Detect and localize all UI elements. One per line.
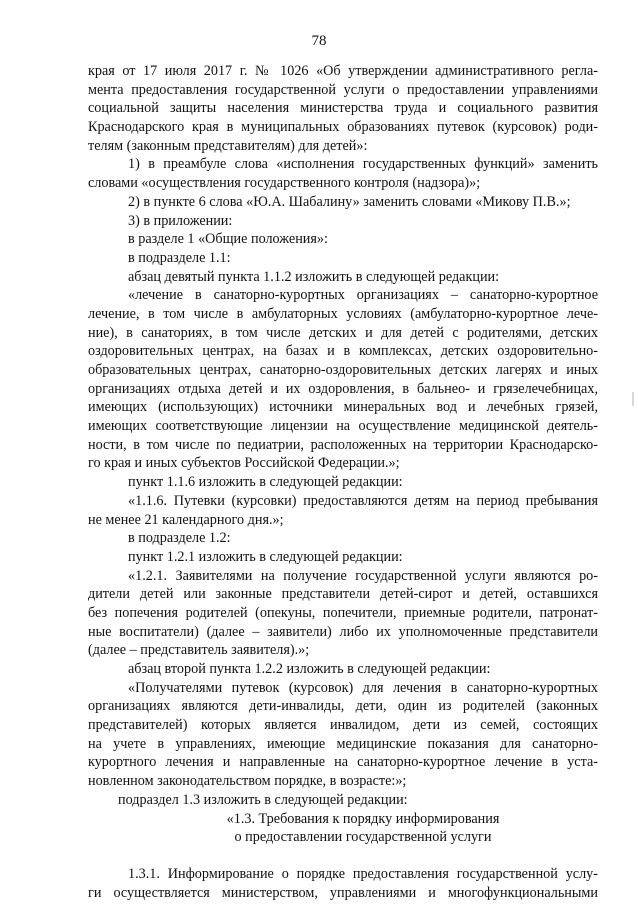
text-line: курортного лечения и направленные на санаторно-курортное лечение в уста- bbox=[88, 754, 598, 771]
text-line: подраздел 1.3 изложить в следующей редакции: bbox=[118, 791, 408, 808]
text-line: имеющих (использующих) источники минеральных вод и лечебных грязей, bbox=[88, 399, 598, 416]
text-line: ности, в том числе по педиатрии, расположенных на территории Краснодарско- bbox=[88, 436, 598, 453]
text-line: в подразделе 1.2: bbox=[128, 530, 231, 547]
text-line: без попечения родителей (опекуны, попечители, приемные родители, патронат- bbox=[88, 604, 598, 621]
text-line: мента предоставления государственной услуги о предоставлении управлениями bbox=[88, 81, 598, 98]
page-number: 78 bbox=[311, 33, 327, 49]
section-heading: о предоставлении государственной услуги bbox=[234, 829, 492, 846]
text-line: не менее 21 календарного дня.»; bbox=[88, 511, 284, 528]
text-line: образовательных центрах, санаторно-оздоровительных детских лагерях и иных bbox=[88, 362, 598, 378]
text-line: 2) в пункте 6 слова «Ю.А. Шабалину» заменить словами «Микову П.В.»; bbox=[128, 193, 571, 210]
text-line: телям (законным представителям) для детей»: bbox=[88, 137, 368, 154]
text-line: дители детей или законные представители детей-сирот и детей, оставшихся bbox=[88, 586, 598, 603]
text-line: «1.2.1. Заявителями на получение государственной услуги являются ро- bbox=[128, 567, 598, 584]
text-line: ные воспитатели) (далее – заявители) либо их уполномоченные представители bbox=[88, 623, 598, 640]
text-line: края от 17 июля 2017 г. № 1026 «Об утверждении административного регла- bbox=[88, 63, 598, 79]
text-line: «Получателями путевок (курсовок) для лечения в санаторно-курортных bbox=[128, 679, 598, 696]
text-line: социальной защиты населения министерства труда и социального развития bbox=[88, 100, 598, 117]
spacer bbox=[88, 847, 598, 865]
text-line: абзац второй пункта 1.2.2 изложить в следующей редакции: bbox=[128, 661, 491, 677]
text-line: пункт 1.2.1 изложить в следующей редакции: bbox=[128, 548, 403, 565]
text-line: словами «осуществления государственного контроля (надзора)»; bbox=[88, 175, 481, 192]
text-line: организациях отдыха детей и их оздоровления, в бальнео- и грязелечебницах, bbox=[88, 380, 598, 397]
text-line: представителей) которых является инвалидом, дети из семей, состоящих bbox=[88, 717, 598, 734]
text-line: (далее – представитель заявителя).»; bbox=[88, 642, 310, 659]
scan-artifact bbox=[632, 392, 634, 406]
text-line: Краснодарского края в муниципальных образованиях путевок (курсовок) роди- bbox=[88, 119, 598, 136]
text-line: имеющих соответствующие лицензии на осуществление медицинской деятель- bbox=[88, 418, 598, 435]
text-line: оздоровительных центрах, на базах и в комплексах, детских оздоровительно- bbox=[88, 343, 598, 360]
text-line: «1.1.6. Путевки (курсовки) предоставляются детям на период пребывания bbox=[128, 492, 598, 509]
text-line: новленном законодательством порядке, в возрасте:»; bbox=[88, 773, 407, 790]
text-line: на учете в управлениях, имеющие медицинские показания для санаторно- bbox=[88, 735, 598, 752]
text-line: 3) в приложении: bbox=[128, 212, 233, 229]
text-line: ги осуществляется министерством, управлениями и многофункциональными bbox=[88, 884, 598, 901]
text-line: организациях являются дети-инвалиды, дети, один из родителей (законных bbox=[88, 698, 598, 715]
section-heading: «1.3. Требования к порядку информирования bbox=[226, 810, 500, 827]
text-line: лечение, в том числе в амбулаторных условиях (амбулаторно-курортное лече- bbox=[88, 305, 598, 322]
text-line: в подразделе 1.1: bbox=[128, 249, 231, 266]
text-line: «лечение в санаторно-курортных организациях – санаторно-курортное bbox=[128, 287, 598, 304]
text-line: 1.3.1. Информирование о порядке предоставления государственной услу- bbox=[128, 865, 598, 882]
text-line: абзац девятый пункта 1.1.2 изложить в следующей редакции: bbox=[128, 268, 500, 285]
document-body bbox=[88, 62, 598, 902]
text-line: го края и иных субъектов Российской Федерации.»; bbox=[88, 455, 400, 472]
text-line: пункт 1.1.6 изложить в следующей редакции: bbox=[128, 474, 403, 491]
text-line: в разделе 1 «Общие положения»: bbox=[128, 231, 328, 248]
text-line: ние), в санаториях, в том числе детских и для детей с родителями, детских bbox=[88, 324, 598, 341]
text-line: 1) в преамбуле слова «исполнения государственных функций» заменить bbox=[128, 156, 598, 173]
